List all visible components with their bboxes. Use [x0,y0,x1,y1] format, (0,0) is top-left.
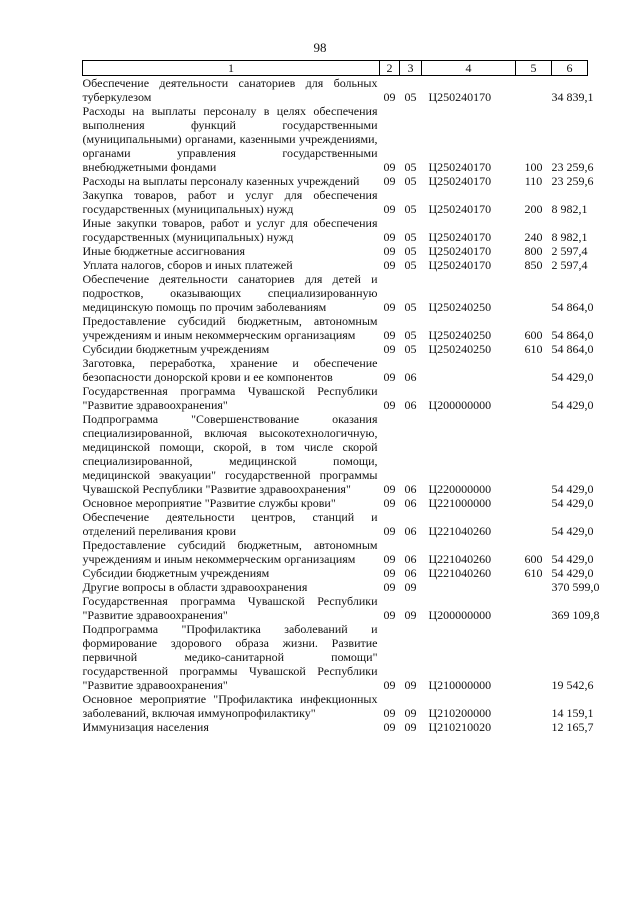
row-expense-type: 610 [524,342,543,356]
row-amount: 2 597,4 [551,244,588,258]
row-target-article: Ц221040260 [428,552,492,566]
row-amount: 370 599,0 [551,580,600,594]
row-name: Государственная программа Чувашской Республики "Развитие здравоохранения" [82,384,378,412]
row-section: 09 [383,608,396,622]
row-target-article: Ц200000000 [428,608,492,622]
table-row [83,216,588,244]
row-expense-type: 850 [524,258,543,272]
row-name: Субсидии бюджетным учреждениям [82,342,270,356]
table-row [83,258,588,272]
row-amount: 54 429,0 [551,496,594,510]
row-target-article: Ц210200000 [428,706,492,720]
row-expense-type: 110 [524,174,543,188]
row-subsection: 09 [404,608,417,622]
row-expense-type: 600 [524,552,543,566]
row-expense-type [516,356,552,384]
row-amount: 8 982,1 [551,202,588,216]
row-section: 09 [383,678,396,692]
row-amount: 54 864,0 [551,342,594,356]
row-target-article: Ц221040260 [428,566,492,580]
row-name: Подпрограмма "Профилактика заболеваний и формирование здорового образа жизни. Развитие первичной медико-санитарной помощи" государственной программы Чувашской Республики "Развитие здравоохранения" [82,622,378,692]
row-name: Расходы на выплаты персоналу казенных учреждений [82,174,360,188]
row-name: Иные бюджетные ассигнования [82,244,245,258]
row-amount: 2 597,4 [551,258,588,272]
page-number: 98 [313,40,327,55]
table-row [83,720,588,734]
row-expense-type [516,594,552,622]
row-name: Обеспечение деятельности санаториев для детей и подростков, оказывающих специализированную медицинскую помощь по прочим заболеваниям [82,272,378,314]
row-amount: 54 429,0 [551,370,594,384]
table-row [83,692,588,720]
row-name: Предоставление субсидий бюджетным, автономным учреждениям и иным некоммерческим организациям [82,538,378,566]
table-body [82,76,600,735]
row-target-article [422,580,516,594]
row-amount: 54 429,0 [551,552,594,566]
table-row [83,538,588,566]
row-expense-type [516,580,552,594]
row-subsection: 09 [404,678,417,692]
row-amount: 23 259,6 [551,174,594,188]
row-section: 09 [383,202,396,216]
row-expense-type [516,692,552,720]
row-name: Субсидии бюджетным учреждениям [82,566,270,580]
row-subsection: 06 [404,370,417,384]
row-subsection: 06 [404,552,417,566]
row-target-article: Ц250240170 [428,230,492,244]
row-section: 09 [383,174,396,188]
row-name: Другие вопросы в области здравоохранения [82,580,308,594]
row-target-article: Ц220000000 [428,482,492,496]
row-section: 09 [383,300,396,314]
table-row [83,622,588,692]
row-target-article [422,356,516,384]
row-subsection: 09 [404,580,417,594]
row-subsection: 05 [404,230,417,244]
row-amount: 54 864,0 [551,300,594,314]
row-section: 09 [383,720,396,734]
row-amount: 8 982,1 [551,230,588,244]
row-name: Закупка товаров, работ и услуг для обеспечения государственных (муниципальных) нужд [82,188,378,216]
row-expense-type [516,76,552,105]
row-target-article: Ц250240250 [428,300,492,314]
row-subsection: 06 [404,524,417,538]
row-section: 09 [383,160,396,174]
row-target-article: Ц200000000 [428,398,492,412]
row-expense-type [516,622,552,692]
header-col-section: 2 [380,61,400,76]
header-col-target: 4 [422,61,516,76]
row-amount: 23 259,6 [551,160,594,174]
budget-table [82,60,600,734]
row-subsection: 05 [404,300,417,314]
row-target-article: Ц250240170 [428,202,492,216]
row-section: 09 [383,328,396,342]
row-expense-type [516,496,552,510]
row-subsection: 05 [404,244,417,258]
table-row [83,412,588,496]
header-col-name: 1 [83,61,380,76]
row-name: Подпрограмма "Совершенствование оказания специализированной, включая высокотехнологичную, медицинской помощи, скорой, в том числе скорой специализированной, медицинской помощи, медицинской эвакуации" государственной программы Чувашской Республики "Развитие здравоохранения" [82,412,378,496]
row-expense-type [516,412,552,496]
header-row [83,61,588,76]
header-col-expense-type: 5 [516,61,552,76]
row-name: Иные закупки товаров, работ и услуг для обеспечения государственных (муниципальных) нужд [82,216,378,244]
row-expense-type: 240 [524,230,543,244]
row-expense-type [516,384,552,412]
row-expense-type: 100 [524,160,543,174]
row-amount: 14 159,1 [551,706,594,720]
table-row [83,104,588,174]
row-name: Обеспечение деятельности центров, станций и отделений переливания крови [82,510,378,538]
row-target-article: Ц250240170 [428,174,492,188]
row-name: Основное мероприятие "Профилактика инфекционных заболеваний, включая иммунопрофилактику" [82,692,378,720]
row-subsection: 09 [404,706,417,720]
row-expense-type: 600 [524,328,543,342]
row-target-article: Ц250240250 [428,342,492,356]
row-expense-type [516,272,552,314]
table-row [83,76,588,105]
row-target-article: Ц210000000 [428,678,492,692]
table-row [83,594,588,622]
row-amount: 54 429,0 [551,566,594,580]
table-row [83,244,588,258]
row-name: Основное мероприятие "Развитие службы крови" [82,496,336,510]
row-name: Предоставление субсидий бюджетным, автономным учреждениям и иным некоммерческим организациям [82,314,378,342]
row-name: Обеспечение деятельности санаториев для больных туберкулезом [82,76,378,104]
row-section: 09 [383,496,396,510]
row-amount: 54 429,0 [551,524,594,538]
row-section: 09 [383,566,396,580]
table-row [83,356,588,384]
row-target-article: Ц221040260 [428,524,492,538]
row-target-article: Ц250240170 [428,258,492,272]
table-row [83,314,588,342]
row-name: Государственная программа Чувашской Республики "Развитие здравоохранения" [82,594,378,622]
row-target-article: Ц210210020 [428,720,492,734]
header-col-subsection: 3 [400,61,422,76]
row-amount: 34 839,1 [551,90,594,104]
table-header [83,61,588,76]
row-subsection: 05 [404,202,417,216]
table-row [83,580,588,594]
row-section: 09 [383,244,396,258]
row-section: 09 [383,552,396,566]
row-section: 09 [383,370,396,384]
row-subsection: 06 [404,496,417,510]
row-section: 09 [383,90,396,104]
table-row [83,510,588,538]
row-subsection: 05 [404,174,417,188]
table-row [83,174,588,188]
row-section: 09 [383,580,396,594]
row-subsection: 09 [404,720,417,734]
row-section: 09 [383,230,396,244]
row-section: 09 [383,258,396,272]
row-target-article: Ц250240250 [428,328,492,342]
row-subsection: 05 [404,328,417,342]
row-amount: 54 429,0 [551,398,594,412]
table-row [83,384,588,412]
row-subsection: 05 [404,258,417,272]
table-row [83,272,588,314]
header-col-amount: 6 [552,61,588,76]
row-expense-type [516,510,552,538]
row-expense-type: 610 [524,566,543,580]
row-expense-type: 200 [524,202,543,216]
row-expense-type [516,720,552,734]
row-name: Уплата налогов, сборов и иных платежей [82,258,293,272]
row-subsection: 05 [404,342,417,356]
row-name: Расходы на выплаты персоналу в целях обеспечения выполнения функций государственными (муниципальными) органами, казенными учреждениями, органами управления государственными внебюджетными фондами [82,104,378,174]
row-expense-type: 800 [524,244,543,258]
row-subsection: 06 [404,482,417,496]
table-row [83,566,588,580]
row-section: 09 [383,398,396,412]
row-target-article: Ц221000000 [428,496,492,510]
row-target-article: Ц250240170 [428,90,492,104]
row-subsection: 05 [404,160,417,174]
row-amount: 369 109,8 [551,608,600,622]
row-amount: 19 542,6 [551,678,594,692]
row-amount: 54 864,0 [551,328,594,342]
row-name: Заготовка, переработка, хранение и обеспечение безопасности донорской крови и ее компонентов [82,356,378,384]
row-section: 09 [383,482,396,496]
table-row [83,342,588,356]
row-section: 09 [383,524,396,538]
table-row [83,188,588,216]
row-target-article: Ц250240170 [428,160,492,174]
table-row [83,496,588,510]
row-subsection: 05 [404,90,417,104]
row-section: 09 [383,342,396,356]
row-amount: 54 429,0 [551,482,594,496]
row-subsection: 06 [404,566,417,580]
row-subsection: 06 [404,398,417,412]
row-name: Иммунизация населения [82,720,209,734]
row-target-article: Ц250240170 [428,244,492,258]
row-amount: 12 165,7 [551,720,594,734]
row-section: 09 [383,706,396,720]
